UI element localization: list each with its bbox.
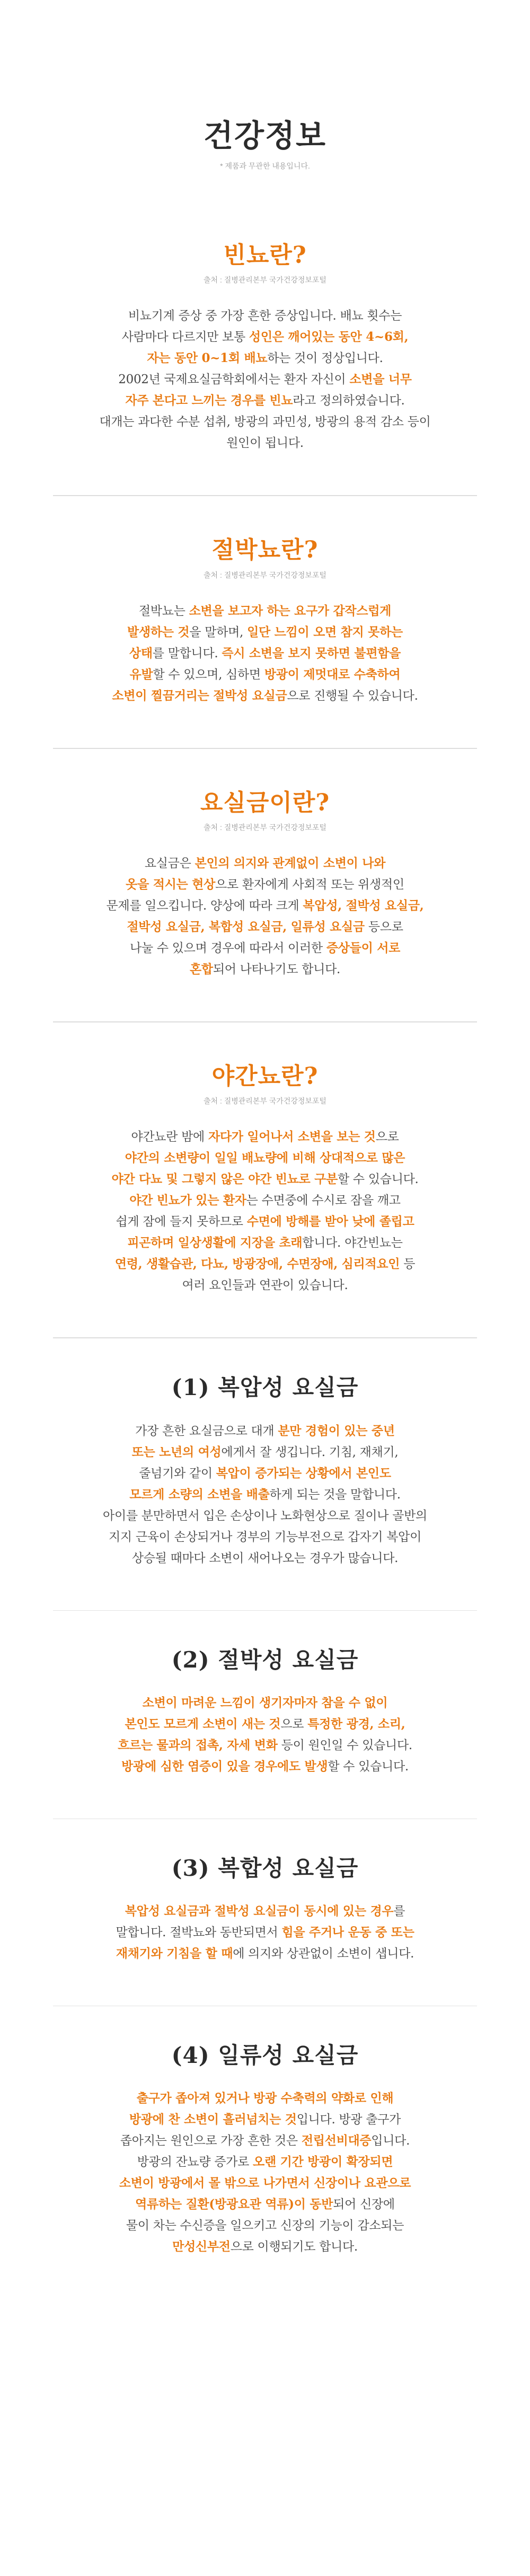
body-line: [53, 1692, 477, 1714]
body-line: [53, 853, 477, 874]
highlight-text: 상태: [129, 646, 153, 660]
body-text-span: 하는 것이 정상입니다.: [267, 351, 383, 366]
section-8: [0, 2006, 530, 2257]
body-line: [53, 916, 477, 938]
body-line: [53, 938, 477, 959]
section-title: 야간뇨란?: [211, 1062, 319, 1090]
source-caption: 출처 : 질병관리본부 국가건강정보포털: [204, 276, 326, 285]
highlight-text: 소변이 마려운 느낌이 생기자마자 참을 수 없이: [142, 1695, 388, 1710]
body-line: [53, 2130, 477, 2151]
body-text-span: 사람마다 다르지만 보통: [121, 330, 249, 345]
body-text-span: 를: [393, 1904, 405, 1918]
body-line: [53, 2236, 477, 2257]
body-line: [53, 1463, 477, 1484]
highlight-text: 증상들이 서로: [326, 940, 401, 955]
body-text-span: 2002년 국제요실금학회에서는 환자 자신이: [118, 373, 350, 387]
body-line: [53, 874, 477, 895]
section-title: (3) 복합성 요실금: [171, 1855, 359, 1881]
highlight-text: 자다가 일어나서 소변을 보는 것: [208, 1130, 376, 1144]
body-text-span: 아이를 분만하면서 입은 손상이나 노화현상으로 질이나 골반의: [103, 1508, 427, 1523]
disclaimer-note: * 제품과 무관한 내용입니다.: [220, 161, 310, 170]
highlight-text: 소변이 방광에서 몰 밖으로 나가면서 신장이나 요관으로: [119, 2176, 411, 2191]
body-text-span: 대개는 과다한 수분 섭취, 방광의 과민성, 방광의 용적 감소 등이: [99, 415, 431, 429]
section-2: [0, 496, 530, 706]
section-body: [53, 1421, 477, 1569]
body-line: [53, 643, 477, 664]
section-4: [0, 1022, 530, 1296]
body-text-span: 합니다. 야간빈뇨는: [302, 1236, 403, 1250]
highlight-text: 연령, 생활습관, 다뇨, 방광장애, 수면장애, 심리적요인: [114, 1257, 400, 1272]
body-line: [53, 411, 477, 433]
body-line: [53, 390, 477, 411]
highlight-text: 혼합: [189, 961, 213, 976]
spacer: [0, 454, 530, 495]
highlight-text: 소변을 너무: [349, 372, 412, 387]
page-header: [0, 0, 530, 171]
highlight-text: 유발: [129, 667, 153, 682]
highlight-text: 역류하는 질환(방광요관 역류)이 동반: [135, 2197, 333, 2212]
body-text-span: 등이 원인일 수 있습니다.: [277, 1738, 412, 1752]
highlight-text: 본인도 모르게 소변이 새는 것: [125, 1716, 281, 1731]
body-text-span: 으로 진행될 수 있습니다.: [287, 689, 418, 703]
body-line: [53, 601, 477, 622]
body-line: [53, 895, 477, 916]
body-line: [53, 664, 477, 685]
highlight-text: 모르게 소량의 소변을 배출: [129, 1487, 270, 1502]
body-line: [53, 685, 477, 707]
body-line: [53, 1735, 477, 1756]
spacer: [0, 1964, 530, 2006]
body-text-span: 으로 환자에게 사회적 또는 위생적인: [215, 877, 404, 892]
highlight-text: 일단 느낌이 오면 참지 못하는: [247, 624, 403, 639]
highlight-text: 복압성, 절박성 요실금,: [303, 898, 424, 913]
body-text-span: 되어 나타나기도 합니다.: [213, 962, 341, 976]
section-title: 빈뇨란?: [223, 241, 307, 269]
body-text-span: 을 말하며,: [189, 625, 248, 639]
highlight-text: 소변을 보고자 하는 요구가 갑작스럽게: [189, 603, 392, 618]
highlight-text: 흐르는 물과의 접촉, 자세 변화: [118, 1737, 278, 1752]
body-line: [53, 2151, 477, 2173]
highlight-text: 복압성 요실금과 절박성 요실금이 동시에 있는 경우: [125, 1903, 394, 1918]
body-text-span: 말합니다. 절박뇨와 동반되면서: [116, 1925, 282, 1939]
body-line: [53, 1254, 477, 1275]
body-line: [53, 1275, 477, 1296]
body-text-span: 지지 근육이 손상되거나 경부의 기능부전으로 갑자기 복압이: [108, 1530, 422, 1544]
highlight-text: 야간의 소변량이 일일 배뇨량에 비해 상대적으로 많은: [125, 1151, 405, 1166]
body-text-span: 좁아지는 원인으로 가장 흔한 것은: [120, 2134, 302, 2148]
highlight-text: 자주 본다고 느끼는 경우를 빈뇨: [125, 393, 293, 408]
spacer: [0, 707, 530, 748]
highlight-text: 방광에 심한 염증이 있을 경우에도 발생: [121, 1759, 328, 1774]
highlight-text: 특정한 광경, 소리,: [307, 1716, 405, 1731]
body-line: [53, 2215, 477, 2236]
body-text-span: 나눌 수 있으며 경우에 따라서 이러한: [129, 941, 326, 955]
body-line: [53, 1484, 477, 1505]
body-text-span: 입니다.: [371, 2134, 410, 2148]
section-body: [53, 1901, 477, 1964]
body-line: [53, 1211, 477, 1232]
body-line: [53, 1943, 477, 1964]
body-line: [53, 369, 477, 390]
section-title: (1) 복압성 요실금: [171, 1374, 359, 1401]
highlight-text: 수면에 방해를 받아 낮에 졸립고: [246, 1214, 414, 1229]
body-text-span: 절박뇨는: [138, 604, 189, 618]
section-body: [53, 1692, 477, 1777]
body-text-span: 상승될 때마다 소변이 새어나오는 경우가 많습니다.: [131, 1551, 399, 1565]
section-body: [53, 601, 477, 707]
body-line: [53, 1922, 477, 1943]
section-title: 요실금이란?: [200, 789, 330, 816]
source-caption: 출처 : 질병관리본부 국가건강정보포털: [204, 823, 326, 832]
body-line: [53, 1148, 477, 1169]
highlight-text: 만성신부전: [172, 2239, 231, 2254]
body-line: [53, 959, 477, 980]
spacer: [0, 1569, 530, 1610]
body-line: [53, 622, 477, 643]
highlight-text: 야간 빈뇨가 있는 환자: [129, 1193, 246, 1208]
body-line: [53, 2088, 477, 2109]
page-title: 건강정보: [203, 118, 327, 154]
body-text-span: 문제를 일으킵니다. 양상에 따라 크게: [106, 898, 303, 913]
body-text-span: 입니다. 방광 출구가: [296, 2113, 401, 2127]
body-line: [53, 1442, 477, 1463]
highlight-text: 재채기와 기침을 할 때: [116, 1946, 233, 1961]
body-text-span: 으로: [375, 1130, 399, 1144]
body-text-span: 물이 차는 수신증을 일으키고 신장의 기능이 감소되는: [126, 2219, 404, 2233]
section-title: (4) 일류성 요실금: [171, 2042, 359, 2068]
body-text-span: 하게 되는 것을 말합니다.: [269, 1487, 401, 1502]
body-line: [53, 348, 477, 369]
spacer: [0, 1777, 530, 1819]
body-line: [53, 2109, 477, 2130]
section-body: [53, 305, 477, 454]
highlight-text: 발생하는 것: [127, 624, 190, 639]
body-line: [53, 1901, 477, 1922]
body-line: [53, 305, 477, 327]
body-line: [53, 1548, 477, 1569]
body-line: [53, 1190, 477, 1211]
body-text-span: 으로 이행되기도 합니다.: [230, 2240, 358, 2254]
body-text-span: 가장 흔한 요실금으로 대개: [135, 1424, 278, 1438]
body-line: [53, 1505, 477, 1527]
highlight-text: 힘을 주거나 운동 중 또는: [281, 1925, 414, 1939]
body-text-span: 으로: [280, 1717, 308, 1731]
body-text-span: 는 수면중에 수시로 잠을 깨고: [246, 1194, 401, 1208]
highlight-text: 옷을 적시는 현상: [126, 877, 215, 892]
body-text-span: 요실금은: [144, 856, 195, 870]
section-body: [53, 1126, 477, 1296]
body-text-span: 할 수 있으며, 심하면: [153, 667, 264, 682]
body-text-span: 줄넘기와 같이: [139, 1466, 216, 1480]
body-text-span: 등으로: [364, 920, 403, 934]
highlight-text: 즉시 소변을 보지 못하면 불편함을: [222, 646, 401, 660]
highlight-text: 본인의 의지와 관계없이 소변이 나와: [195, 855, 386, 870]
highlight-text: 출구가 좁아져 있거나 방광 수축력의 약화로 인해: [136, 2091, 394, 2106]
highlight-text: 전립선비대증: [301, 2133, 372, 2148]
body-line: [53, 1126, 477, 1148]
body-text-span: 방광의 잔뇨량 증가로: [137, 2155, 253, 2169]
section-title: 절박뇨란?: [211, 536, 319, 564]
section-7: [0, 1819, 530, 1964]
body-text-span: 라고 정의하였습니다.: [293, 394, 405, 408]
highlight-text: 복압이 증가되는 상황에서 본인도: [216, 1466, 391, 1480]
highlight-text: 성인은 깨어있는 동안 4~6회,: [249, 330, 409, 345]
highlight-text: 피곤하며 일상생활에 지장을 초래: [127, 1236, 303, 1250]
highlight-text: 자는 동안 0~1회 배뇨: [147, 351, 268, 366]
body-text-span: 할 수 있습니다.: [328, 1759, 409, 1774]
body-line: [53, 1527, 477, 1548]
section-1: [0, 171, 530, 454]
highlight-text: 소변이 찔끔거리는 절박성 요실금: [112, 688, 287, 703]
source-caption: 출처 : 질병관리본부 국가건강정보포털: [204, 1097, 326, 1106]
highlight-text: 야간 다뇨 및 그렇지 않은 야간 빈뇨로 구분: [111, 1172, 338, 1187]
sections-container: [0, 171, 530, 2257]
highlight-text: 오랜 기간 방광이 확장되면: [253, 2155, 393, 2169]
highlight-text: 절박성 요실금, 복합성 요실금, 일류성 요실금: [127, 919, 365, 934]
body-text-span: 비뇨기계 증상 중 가장 흔한 증상입니다. 배뇨 횟수는: [128, 309, 402, 323]
section-body: [53, 2088, 477, 2257]
highlight-text: 방광이 제멋대로 수축하여: [264, 667, 401, 682]
body-line: [53, 2173, 477, 2194]
body-text-span: 원인이 됩니다.: [226, 436, 304, 451]
highlight-text: 분만 경험이 있는 중년: [278, 1423, 395, 1438]
section-body: [53, 853, 477, 980]
highlight-text: 방광에 찬 소변이 흘러넘치는 것: [129, 2112, 297, 2127]
spacer: [0, 980, 530, 1021]
body-text-span: 를 말합니다.: [152, 646, 222, 660]
source-caption: 출처 : 질병관리본부 국가건강정보포털: [204, 570, 326, 579]
body-text-span: 되어 신장에: [333, 2198, 395, 2212]
body-line: [53, 327, 477, 348]
section-title: (2) 절박성 요실금: [171, 1646, 359, 1673]
section-5: [0, 1338, 530, 1568]
body-line: [53, 1232, 477, 1254]
body-line: [53, 1756, 477, 1777]
body-text-span: 여러 요인들과 연관이 있습니다.: [182, 1278, 348, 1293]
body-text-span: 할 수 있습니다.: [338, 1172, 419, 1187]
body-text-span: 등: [400, 1257, 416, 1272]
body-text-span: 쉽게 잠에 들지 못하므로: [116, 1215, 247, 1229]
body-text-span: 야간뇨란 밤에: [131, 1130, 208, 1144]
highlight-text: 또는 노년의 여성: [131, 1444, 222, 1459]
body-line: [53, 1714, 477, 1735]
spacer: [0, 1296, 530, 1337]
body-line: [53, 433, 477, 454]
body-line: [53, 1421, 477, 1442]
body-text-span: 에게서 잘 생깁니다. 기침, 재채기,: [221, 1445, 399, 1459]
body-text-span: 에 의지와 상관없이 소변이 샙니다.: [233, 1946, 414, 1961]
section-3: [0, 749, 530, 980]
body-line: [53, 2194, 477, 2215]
section-6: [0, 1611, 530, 1777]
body-line: [53, 1169, 477, 1190]
